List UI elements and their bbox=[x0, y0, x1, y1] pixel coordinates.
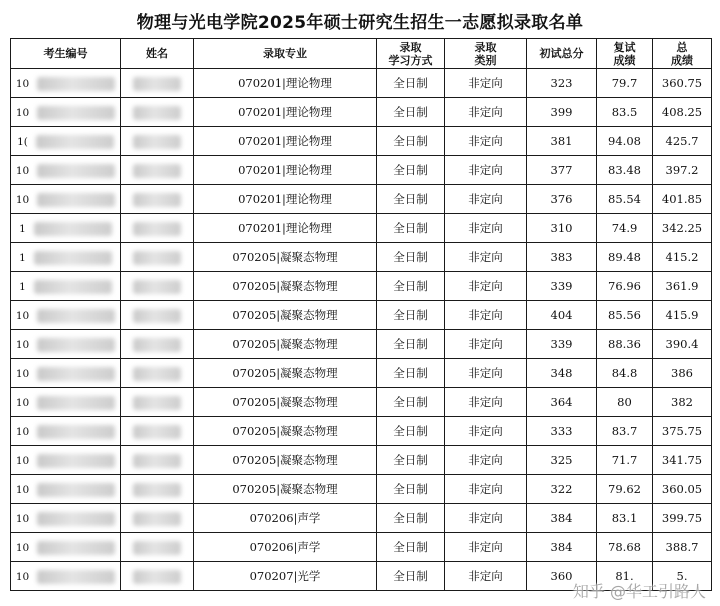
redaction-blur bbox=[37, 483, 115, 497]
table-row bbox=[11, 330, 712, 359]
total-score-cell: 360.05 bbox=[653, 475, 712, 504]
header-admission-type: 录取 类别 bbox=[445, 39, 527, 69]
admission-type-cell: 非定向 bbox=[445, 272, 527, 301]
major-cell: 070205|凝聚态物理 bbox=[194, 359, 377, 388]
name-cell bbox=[121, 330, 194, 359]
redaction-blur bbox=[37, 193, 115, 207]
study-mode-cell: 全日制 bbox=[377, 475, 445, 504]
candidate-id-visible: 10 bbox=[15, 541, 30, 554]
table-row bbox=[11, 388, 712, 417]
admission-type-cell: 非定向 bbox=[445, 156, 527, 185]
study-mode-cell: 全日制 bbox=[377, 417, 445, 446]
redaction-blur bbox=[37, 396, 115, 410]
total-score-cell: 5. bbox=[653, 562, 712, 591]
redaction-blur bbox=[37, 309, 115, 323]
admission-type-cell: 非定向 bbox=[445, 98, 527, 127]
table-row bbox=[11, 127, 712, 156]
redaction-blur bbox=[133, 280, 181, 294]
redaction-blur bbox=[133, 570, 181, 584]
header-candidate-id: 考生编号 bbox=[11, 39, 121, 69]
admission-type-cell: 非定向 bbox=[445, 330, 527, 359]
total-score-cell: 388.7 bbox=[653, 533, 712, 562]
study-mode-cell: 全日制 bbox=[377, 446, 445, 475]
initial-score-cell: 310 bbox=[527, 214, 597, 243]
study-mode-cell: 全日制 bbox=[377, 301, 445, 330]
retest-score-cell: 74.9 bbox=[597, 214, 653, 243]
candidate-id-visible: 1( bbox=[17, 135, 28, 148]
major-cell: 070201|理论物理 bbox=[194, 185, 377, 214]
redaction-blur bbox=[34, 280, 112, 294]
admission-type-cell: 非定向 bbox=[445, 127, 527, 156]
candidate-id-cell bbox=[11, 272, 121, 301]
initial-score-cell: 364 bbox=[527, 388, 597, 417]
name-cell bbox=[121, 446, 194, 475]
candidate-id-cell bbox=[11, 301, 121, 330]
retest-score-cell: 83.5 bbox=[597, 98, 653, 127]
table-row bbox=[11, 475, 712, 504]
page-title: 物理与光电学院2025年硕士研究生招生一志愿拟录取名单 bbox=[136, 13, 584, 33]
study-mode-cell: 全日制 bbox=[377, 69, 445, 98]
admission-type-cell: 非定向 bbox=[445, 69, 527, 98]
total-score-cell: 408.25 bbox=[653, 98, 712, 127]
redaction-blur bbox=[37, 367, 115, 381]
major-cell: 070205|凝聚态物理 bbox=[194, 417, 377, 446]
admission-type-cell: 非定向 bbox=[445, 417, 527, 446]
total-score-cell: 415.2 bbox=[653, 243, 712, 272]
redaction-blur bbox=[37, 164, 115, 178]
major-cell: 070201|理论物理 bbox=[194, 156, 377, 185]
table-row bbox=[11, 243, 712, 272]
redaction-blur bbox=[133, 396, 181, 410]
redaction-blur bbox=[37, 541, 115, 555]
initial-score-cell: 348 bbox=[527, 359, 597, 388]
admission-type-cell: 非定向 bbox=[445, 301, 527, 330]
admission-type-cell: 非定向 bbox=[445, 446, 527, 475]
redaction-blur bbox=[34, 222, 112, 236]
header-total-score: 总 成绩 bbox=[653, 39, 712, 69]
name-cell bbox=[121, 417, 194, 446]
retest-score-cell: 79.7 bbox=[597, 69, 653, 98]
major-cell: 070207|光学 bbox=[194, 562, 377, 591]
name-cell bbox=[121, 359, 194, 388]
major-cell: 070205|凝聚态物理 bbox=[194, 475, 377, 504]
initial-score-cell: 376 bbox=[527, 185, 597, 214]
major-cell: 070201|理论物理 bbox=[194, 69, 377, 98]
table-row bbox=[11, 156, 712, 185]
candidate-id-visible: 10 bbox=[15, 454, 30, 467]
redaction-blur bbox=[37, 77, 115, 91]
redaction-blur bbox=[37, 454, 115, 468]
name-cell bbox=[121, 214, 194, 243]
candidate-id-cell bbox=[11, 98, 121, 127]
retest-score-cell: 85.56 bbox=[597, 301, 653, 330]
study-mode-cell: 全日制 bbox=[377, 504, 445, 533]
total-score-cell: 342.25 bbox=[653, 214, 712, 243]
redaction-blur bbox=[37, 338, 115, 352]
redaction-blur bbox=[36, 135, 114, 149]
initial-score-cell: 339 bbox=[527, 330, 597, 359]
header-retest-score: 复试 成绩 bbox=[597, 39, 653, 69]
admission-table bbox=[10, 38, 712, 591]
major-cell: 070205|凝聚态物理 bbox=[194, 243, 377, 272]
study-mode-cell: 全日制 bbox=[377, 214, 445, 243]
header-name: 姓名 bbox=[121, 39, 194, 69]
table-row bbox=[11, 359, 712, 388]
watermark: 知乎 @华工引路人 bbox=[572, 582, 706, 601]
table-row bbox=[11, 301, 712, 330]
name-cell bbox=[121, 69, 194, 98]
major-cell: 070205|凝聚态物理 bbox=[194, 446, 377, 475]
retest-score-cell: 79.62 bbox=[597, 475, 653, 504]
initial-score-cell: 381 bbox=[527, 127, 597, 156]
candidate-id-cell bbox=[11, 69, 121, 98]
header-initial-score: 初试总分 bbox=[527, 39, 597, 69]
name-cell bbox=[121, 185, 194, 214]
redaction-blur bbox=[133, 222, 181, 236]
retest-score-cell: 89.48 bbox=[597, 243, 653, 272]
candidate-id-visible: 1 bbox=[19, 251, 26, 264]
candidate-id-visible: 10 bbox=[15, 396, 30, 409]
name-cell bbox=[121, 156, 194, 185]
retest-score-cell: 83.48 bbox=[597, 156, 653, 185]
table-row bbox=[11, 533, 712, 562]
total-score-cell: 397.2 bbox=[653, 156, 712, 185]
name-cell bbox=[121, 533, 194, 562]
initial-score-cell: 322 bbox=[527, 475, 597, 504]
redaction-blur bbox=[133, 309, 181, 323]
candidate-id-visible: 10 bbox=[15, 570, 30, 583]
initial-score-cell: 339 bbox=[527, 272, 597, 301]
candidate-id-visible: 1 bbox=[19, 222, 26, 235]
name-cell bbox=[121, 388, 194, 417]
major-cell: 070201|理论物理 bbox=[194, 98, 377, 127]
redaction-blur bbox=[37, 570, 115, 584]
candidate-id-cell bbox=[11, 330, 121, 359]
header-major: 录取专业 bbox=[194, 39, 377, 69]
major-cell: 070205|凝聚态物理 bbox=[194, 301, 377, 330]
retest-score-cell: 85.54 bbox=[597, 185, 653, 214]
admission-type-cell: 非定向 bbox=[445, 475, 527, 504]
total-score-cell: 401.85 bbox=[653, 185, 712, 214]
retest-score-cell: 88.36 bbox=[597, 330, 653, 359]
initial-score-cell: 404 bbox=[527, 301, 597, 330]
candidate-id-cell bbox=[11, 446, 121, 475]
name-cell bbox=[121, 504, 194, 533]
retest-score-cell: 80 bbox=[597, 388, 653, 417]
study-mode-cell: 全日制 bbox=[377, 562, 445, 591]
retest-score-cell: 76.96 bbox=[597, 272, 653, 301]
major-cell: 070205|凝聚态物理 bbox=[194, 388, 377, 417]
retest-score-cell: 94.08 bbox=[597, 127, 653, 156]
admission-type-cell: 非定向 bbox=[445, 562, 527, 591]
initial-score-cell: 377 bbox=[527, 156, 597, 185]
candidate-id-cell bbox=[11, 475, 121, 504]
name-cell bbox=[121, 301, 194, 330]
redaction-blur bbox=[37, 425, 115, 439]
candidate-id-visible: 10 bbox=[15, 309, 30, 322]
name-cell bbox=[121, 475, 194, 504]
major-cell: 070201|理论物理 bbox=[194, 127, 377, 156]
candidate-id-cell bbox=[11, 127, 121, 156]
total-score-cell: 375.75 bbox=[653, 417, 712, 446]
retest-score-cell: 81. bbox=[597, 562, 653, 591]
redaction-blur bbox=[133, 512, 181, 526]
candidate-id-visible: 10 bbox=[15, 367, 30, 380]
candidate-id-visible: 10 bbox=[15, 193, 30, 206]
total-score-cell: 382 bbox=[653, 388, 712, 417]
redaction-blur bbox=[133, 77, 181, 91]
table-row bbox=[11, 69, 712, 98]
redaction-blur bbox=[37, 106, 115, 120]
header-study-mode: 录取 学习方式 bbox=[377, 39, 445, 69]
total-score-cell: 341.75 bbox=[653, 446, 712, 475]
candidate-id-cell bbox=[11, 533, 121, 562]
initial-score-cell: 333 bbox=[527, 417, 597, 446]
study-mode-cell: 全日制 bbox=[377, 185, 445, 214]
total-score-cell: 425.7 bbox=[653, 127, 712, 156]
candidate-id-visible: 1 bbox=[19, 280, 26, 293]
candidate-id-cell bbox=[11, 156, 121, 185]
candidate-id-visible: 10 bbox=[15, 164, 30, 177]
candidate-id-visible: 10 bbox=[15, 512, 30, 525]
admission-type-cell: 非定向 bbox=[445, 533, 527, 562]
candidate-id-visible: 10 bbox=[15, 77, 30, 90]
table-row bbox=[11, 272, 712, 301]
retest-score-cell: 83.7 bbox=[597, 417, 653, 446]
total-score-cell: 399.75 bbox=[653, 504, 712, 533]
initial-score-cell: 399 bbox=[527, 98, 597, 127]
candidate-id-cell bbox=[11, 562, 121, 591]
name-cell bbox=[121, 127, 194, 156]
table-row bbox=[11, 417, 712, 446]
admission-type-cell: 非定向 bbox=[445, 504, 527, 533]
redaction-blur bbox=[133, 251, 181, 265]
retest-score-cell: 84.8 bbox=[597, 359, 653, 388]
candidate-id-cell bbox=[11, 504, 121, 533]
candidate-id-cell bbox=[11, 214, 121, 243]
table-row bbox=[11, 214, 712, 243]
candidate-id-cell bbox=[11, 388, 121, 417]
candidate-id-cell bbox=[11, 243, 121, 272]
candidate-id-visible: 10 bbox=[15, 338, 30, 351]
table-row bbox=[11, 185, 712, 214]
study-mode-cell: 全日制 bbox=[377, 98, 445, 127]
initial-score-cell: 323 bbox=[527, 69, 597, 98]
total-score-cell: 390.4 bbox=[653, 330, 712, 359]
study-mode-cell: 全日制 bbox=[377, 330, 445, 359]
study-mode-cell: 全日制 bbox=[377, 127, 445, 156]
admission-type-cell: 非定向 bbox=[445, 243, 527, 272]
admission-type-cell: 非定向 bbox=[445, 388, 527, 417]
candidate-id-visible: 10 bbox=[15, 483, 30, 496]
redaction-blur bbox=[133, 193, 181, 207]
retest-score-cell: 71.7 bbox=[597, 446, 653, 475]
redaction-blur bbox=[133, 338, 181, 352]
redaction-blur bbox=[133, 541, 181, 555]
initial-score-cell: 360 bbox=[527, 562, 597, 591]
table-header-row bbox=[11, 39, 712, 69]
candidate-id-visible: 10 bbox=[15, 425, 30, 438]
total-score-cell: 386 bbox=[653, 359, 712, 388]
study-mode-cell: 全日制 bbox=[377, 243, 445, 272]
initial-score-cell: 384 bbox=[527, 533, 597, 562]
study-mode-cell: 全日制 bbox=[377, 156, 445, 185]
initial-score-cell: 325 bbox=[527, 446, 597, 475]
redaction-blur bbox=[133, 164, 181, 178]
admission-type-cell: 非定向 bbox=[445, 359, 527, 388]
major-cell: 070205|凝聚态物理 bbox=[194, 272, 377, 301]
table-row bbox=[11, 98, 712, 127]
redaction-blur bbox=[133, 135, 181, 149]
study-mode-cell: 全日制 bbox=[377, 272, 445, 301]
redaction-blur bbox=[37, 512, 115, 526]
redaction-blur bbox=[34, 251, 112, 265]
name-cell bbox=[121, 98, 194, 127]
total-score-cell: 415.9 bbox=[653, 301, 712, 330]
candidate-id-visible: 10 bbox=[15, 106, 30, 119]
initial-score-cell: 383 bbox=[527, 243, 597, 272]
table-row bbox=[11, 504, 712, 533]
retest-score-cell: 78.68 bbox=[597, 533, 653, 562]
candidate-id-cell bbox=[11, 417, 121, 446]
table-row bbox=[11, 446, 712, 475]
name-cell bbox=[121, 243, 194, 272]
redaction-blur bbox=[133, 483, 181, 497]
study-mode-cell: 全日制 bbox=[377, 359, 445, 388]
major-cell: 070205|凝聚态物理 bbox=[194, 330, 377, 359]
initial-score-cell: 384 bbox=[527, 504, 597, 533]
retest-score-cell: 83.1 bbox=[597, 504, 653, 533]
candidate-id-cell bbox=[11, 185, 121, 214]
redaction-blur bbox=[133, 106, 181, 120]
table-body bbox=[11, 69, 712, 591]
total-score-cell: 361.9 bbox=[653, 272, 712, 301]
redaction-blur bbox=[133, 454, 181, 468]
admission-type-cell: 非定向 bbox=[445, 185, 527, 214]
admission-type-cell: 非定向 bbox=[445, 214, 527, 243]
study-mode-cell: 全日制 bbox=[377, 388, 445, 417]
redaction-blur bbox=[133, 367, 181, 381]
major-cell: 070206|声学 bbox=[194, 533, 377, 562]
major-cell: 070201|理论物理 bbox=[194, 214, 377, 243]
name-cell bbox=[121, 562, 194, 591]
total-score-cell: 360.75 bbox=[653, 69, 712, 98]
candidate-id-cell bbox=[11, 359, 121, 388]
major-cell: 070206|声学 bbox=[194, 504, 377, 533]
name-cell bbox=[121, 272, 194, 301]
redaction-blur bbox=[133, 425, 181, 439]
study-mode-cell: 全日制 bbox=[377, 533, 445, 562]
